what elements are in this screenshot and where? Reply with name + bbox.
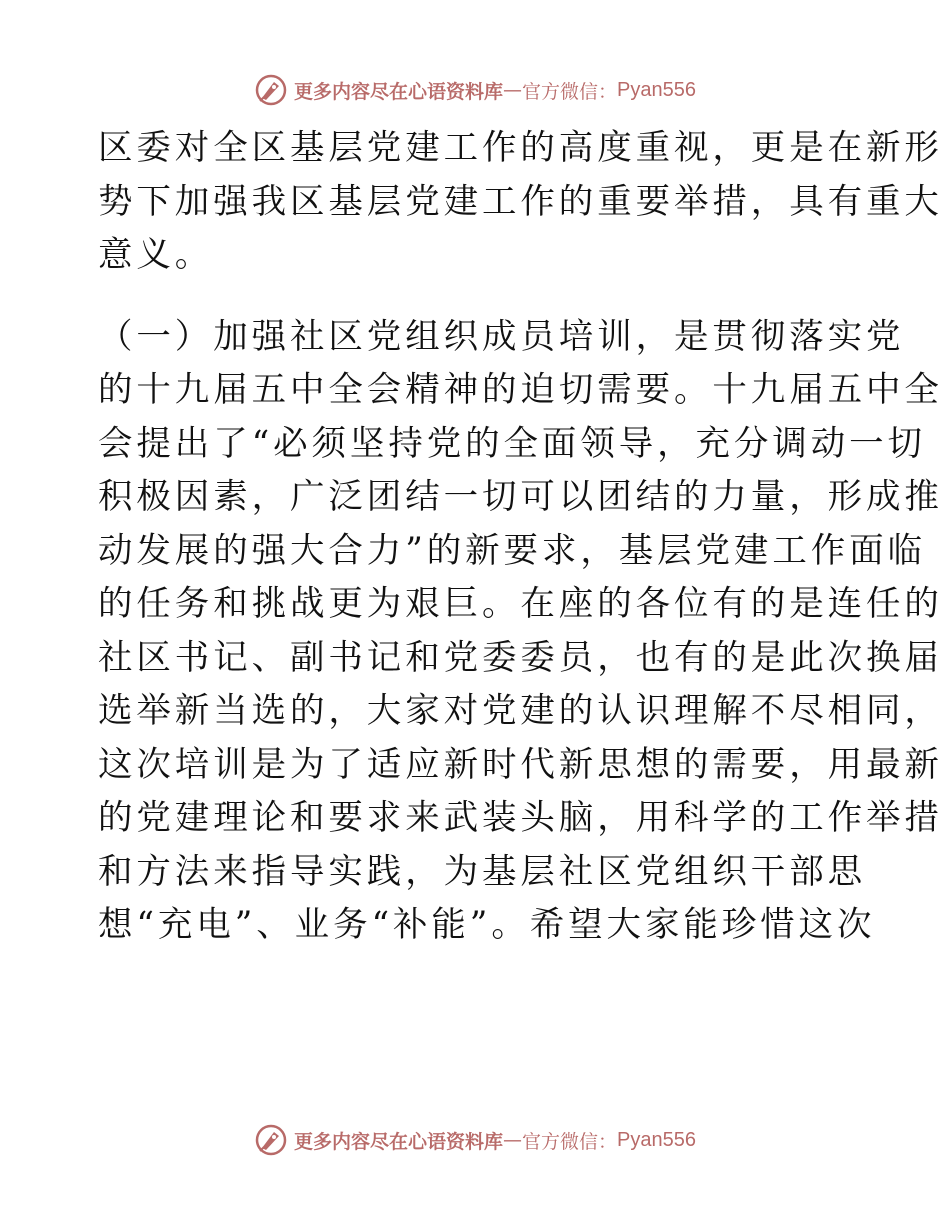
header-watermark-banner bbox=[0, 70, 950, 110]
banner-official-label: 官方微信： bbox=[522, 80, 618, 103]
banner-official-label: 官方微信： bbox=[522, 1130, 618, 1153]
text-line: 想“充电”、业务“补能”。希望大家能珍惜这次 bbox=[98, 905, 876, 945]
banner-main-text: 更多内容尽在心语资料库 bbox=[294, 1130, 504, 1153]
banner-account-id: Pyan556 bbox=[617, 78, 696, 101]
text-line: 的十九届五中全会精神的迫切需要。十九届五中全 bbox=[98, 370, 943, 410]
banner-separator: — bbox=[503, 79, 523, 101]
text-line: 选举新当选的，大家对党建的认识理解不尽相同， bbox=[98, 691, 943, 731]
document-body bbox=[98, 122, 943, 953]
text-line: 区委对全区基层党建工作的高度重视，更是在新形 bbox=[98, 128, 943, 168]
pen-nib-logo-icon bbox=[254, 1123, 288, 1157]
text-line: 和方法来指导实践，为基层社区党组织干部思 bbox=[98, 851, 866, 892]
text-line: 会提出了“必须坚持党的全面领导，充分调动一切 bbox=[98, 423, 926, 464]
text-line: 意义。 bbox=[98, 235, 214, 275]
text-line: 这次培训是为了适应新时代新思想的需要，用最新 bbox=[98, 744, 943, 785]
text-line: 的党建理论和要求来武装头脑，用科学的工作举措 bbox=[98, 798, 943, 838]
banner-separator: — bbox=[503, 1129, 523, 1151]
banner-account-id: Pyan556 bbox=[617, 1128, 696, 1151]
text-line: 社区书记、副书记和党委委员，也有的是此次换届 bbox=[98, 637, 943, 678]
text-line: 动发展的强大合力”的新要求，基层党建工作面临 bbox=[98, 530, 926, 571]
text-line: 势下加强我区基层党建工作的重要举措，具有重大 bbox=[98, 181, 943, 222]
text-line: 积极因素，广泛团结一切可以团结的力量，形成推 bbox=[98, 477, 943, 517]
text-line: 的任务和挑战更为艰巨。在座的各位有的是连任的 bbox=[98, 584, 943, 624]
section-heading-line: （一）加强社区党组织成员培训，是贯彻落实党 bbox=[98, 316, 905, 357]
footer-watermark-banner bbox=[0, 1120, 950, 1160]
banner-main-text: 更多内容尽在心语资料库 bbox=[294, 80, 504, 103]
pen-nib-logo-icon bbox=[254, 73, 288, 107]
